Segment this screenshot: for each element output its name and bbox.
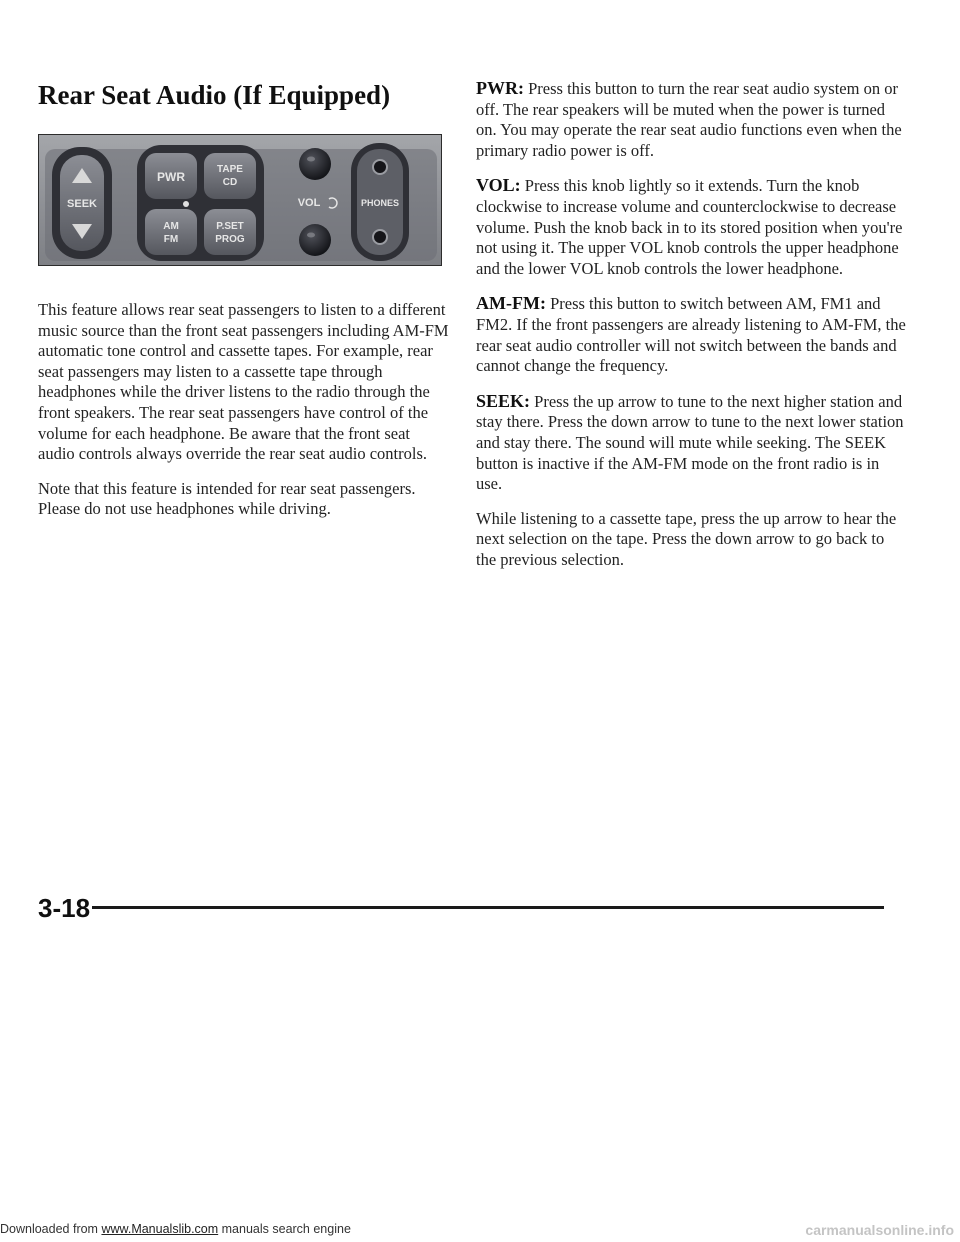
control-panel-illustration bbox=[39, 135, 442, 266]
am-label: AM bbox=[163, 221, 179, 232]
seek-term: SEEK: bbox=[476, 390, 531, 411]
rear-audio-control-photo bbox=[38, 134, 442, 266]
site-watermark: carmanualsonline.info bbox=[805, 1222, 954, 1238]
manualslib-link[interactable]: www.Manualslib.com bbox=[101, 1222, 219, 1236]
intro-column bbox=[38, 300, 450, 534]
am-fm-button[interactable] bbox=[145, 209, 197, 255]
indicator-dot bbox=[183, 201, 189, 207]
pwr-label: PWR bbox=[157, 170, 185, 184]
pwr-text: Press this button to turn the rear seat audio system on or off. The rear speakers will be muted when the power is turned on. You may operate the rear seat audio functions even when the primary radio power is off. bbox=[476, 79, 902, 160]
lower-vol-knob[interactable] bbox=[299, 224, 331, 256]
page-number: 3-18 bbox=[38, 893, 91, 923]
pwr-button[interactable] bbox=[145, 153, 197, 199]
prog-label: PROG bbox=[215, 234, 245, 245]
vol-text: Press this knob lightly so it extends. Turn the knob clockwise to increase volume and counterclockwise to decrease volume. Push the knob back in to its stored position when you're not using it. The upper VOL knob controls the upper headphone and the lower VOL knob controls the lower headphone. bbox=[476, 176, 903, 278]
controls-column bbox=[476, 78, 906, 584]
vol-label: VOL bbox=[297, 197, 321, 209]
pwr-term: PWR: bbox=[476, 78, 524, 98]
tape-cd-button[interactable] bbox=[204, 153, 256, 199]
cassette-text: While listening to a cassette tape, press the up arrow to hear the next selection on the tape. Press the down arrow to go back to the previous selection. bbox=[476, 508, 897, 569]
seek-label: SEEK bbox=[67, 198, 97, 210]
tape-label: TAPE bbox=[217, 164, 243, 175]
lower-headphone-jack[interactable] bbox=[373, 230, 387, 244]
cassette-description bbox=[476, 509, 906, 571]
pset-prog-button[interactable] bbox=[204, 209, 256, 255]
lower-knob-highlight bbox=[307, 233, 315, 238]
download-source-note bbox=[0, 1222, 351, 1236]
fm-label: FM bbox=[163, 234, 179, 245]
vol-description bbox=[476, 175, 906, 279]
source-prefix: Downloaded from bbox=[0, 1222, 102, 1236]
pset-label: P.SET bbox=[216, 221, 244, 232]
am-fm-text: Press this button to switch between AM, FM1 and FM2. If the front passengers are already listening to AM-FM, the rear seat audio controller will not switch between the bands and cannot change the frequency. bbox=[476, 294, 906, 376]
safety-note-paragraph: Note that this feature is intended for rear seat passengers. Please do not use headphones while driving. bbox=[38, 478, 416, 519]
upper-knob-highlight bbox=[307, 157, 315, 162]
seek-text: Press the up arrow to tune to the next higher station and stay there. Press the down arrow to tune to the next lower station and stay there. The sound will mute while seeking. The SEEK button is inactive if the AM-FM mode on the front radio is in use. bbox=[476, 391, 904, 494]
page-heading: Rear Seat Audio (If Equipped) bbox=[38, 80, 391, 110]
footer-rule bbox=[92, 906, 884, 909]
vol-term: VOL: bbox=[476, 175, 521, 196]
am-fm-description bbox=[476, 293, 906, 376]
pwr-description bbox=[476, 78, 906, 161]
seek-rocker[interactable] bbox=[52, 147, 112, 259]
am-fm-term: AM-FM: bbox=[476, 293, 546, 314]
seek-description bbox=[476, 391, 906, 495]
upper-headphone-jack[interactable] bbox=[373, 160, 387, 174]
source-suffix: manuals search engine bbox=[218, 1222, 351, 1236]
phones-label: PHONES bbox=[360, 198, 400, 208]
upper-vol-knob[interactable] bbox=[299, 148, 331, 180]
intro-paragraph: This feature allows rear seat passengers to listen to a different music source than the front seat passengers including AM-FM automatic tone control and cassette tapes. For example, rear seat passengers may listen to a cassette tape through headphones while the driver listens to the radio through the front speakers. The rear seat passengers have control of the volume for each headphone. Be aware that the front seat audio controls always override the rear seat audio controls. bbox=[38, 300, 449, 464]
cd-label: CD bbox=[222, 177, 238, 188]
